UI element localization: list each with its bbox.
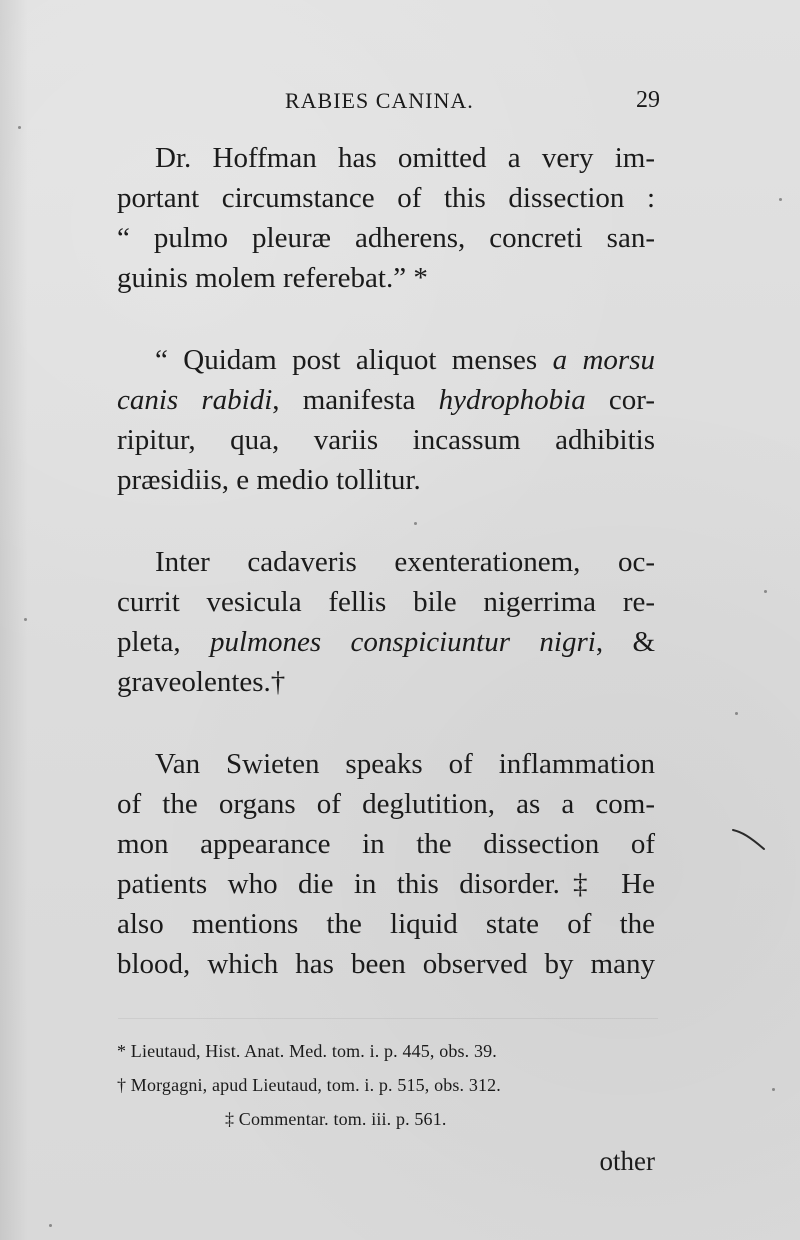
footnote-separator xyxy=(118,1018,658,1019)
main-text xyxy=(117,138,655,1026)
text-line xyxy=(117,622,655,662)
text-line: portant circumstance of this dissection : xyxy=(117,182,655,214)
paper-speck xyxy=(779,198,782,201)
paragraph xyxy=(117,340,655,500)
text-line: mon appearance in the dissection of xyxy=(117,828,655,860)
paper-speck xyxy=(49,1224,52,1227)
text-line: Inter cadaveris exenterationem, oc- xyxy=(155,546,655,578)
paper-speck xyxy=(735,712,738,715)
italic-text: pulmones conspiciuntur nigri xyxy=(210,626,596,658)
paragraph xyxy=(117,138,655,298)
paper-speck xyxy=(772,1088,775,1091)
text-run: “ Quidam post aliquot menses xyxy=(155,344,553,376)
catchword: other xyxy=(599,1146,655,1176)
paragraph xyxy=(117,542,655,702)
text-line: graveolentes.† xyxy=(117,666,286,698)
text-run: , manifesta xyxy=(272,384,439,416)
text-line: “ pulmo pleuræ adherens, concreti san- xyxy=(117,222,655,254)
text-line: præsidiis, e medio tollitur. xyxy=(117,464,421,496)
footnote: ‡ Commentar. tom. iii. p. 561. xyxy=(225,1109,447,1129)
footnotes xyxy=(117,1034,660,1136)
italic-text: hydrophobia xyxy=(438,384,586,416)
text-run: cor- xyxy=(585,384,655,416)
running-title: RABIES CANINA. xyxy=(285,88,474,113)
text-line: guinis molem referebat.” * xyxy=(117,262,428,294)
text-line: of the organs of deglutition, as a com- xyxy=(117,788,655,820)
paper-speck xyxy=(764,590,767,593)
text-line: blood, which has been observed by many xyxy=(117,948,655,980)
text-line: currit vesicula fellis bile nigerrima re- xyxy=(117,586,655,618)
text-line xyxy=(117,380,655,420)
text-line: patients who die in this disorder.‡ He xyxy=(117,868,655,900)
text-line: Dr. Hoffman has omitted a very im- xyxy=(155,142,655,174)
paragraph xyxy=(117,744,655,984)
text-line xyxy=(117,340,655,380)
paper-speck xyxy=(24,618,27,621)
paper-speck xyxy=(18,126,21,129)
italic-text: a morsu xyxy=(552,344,655,376)
text-line: ripitur, qua, variis incassum adhibitis xyxy=(117,424,655,456)
ink-mark xyxy=(732,826,766,852)
text-run: , & xyxy=(595,626,656,658)
footnote: * Lieutaud, Hist. Anat. Med. tom. i. p. 445, obs. 39. xyxy=(117,1041,497,1061)
page-number: 29 xyxy=(636,87,660,113)
text-line: also mentions the liquid state of the xyxy=(117,908,655,940)
italic-text: canis rabidi xyxy=(117,384,273,416)
page-header xyxy=(115,80,660,120)
footnote: † Morgagni, apud Lieutaud, tom. i. p. 515, obs. 312. xyxy=(117,1075,501,1095)
text-run: pleta, xyxy=(117,626,210,658)
text-line: Van Swieten speaks of inflammation xyxy=(155,748,655,780)
